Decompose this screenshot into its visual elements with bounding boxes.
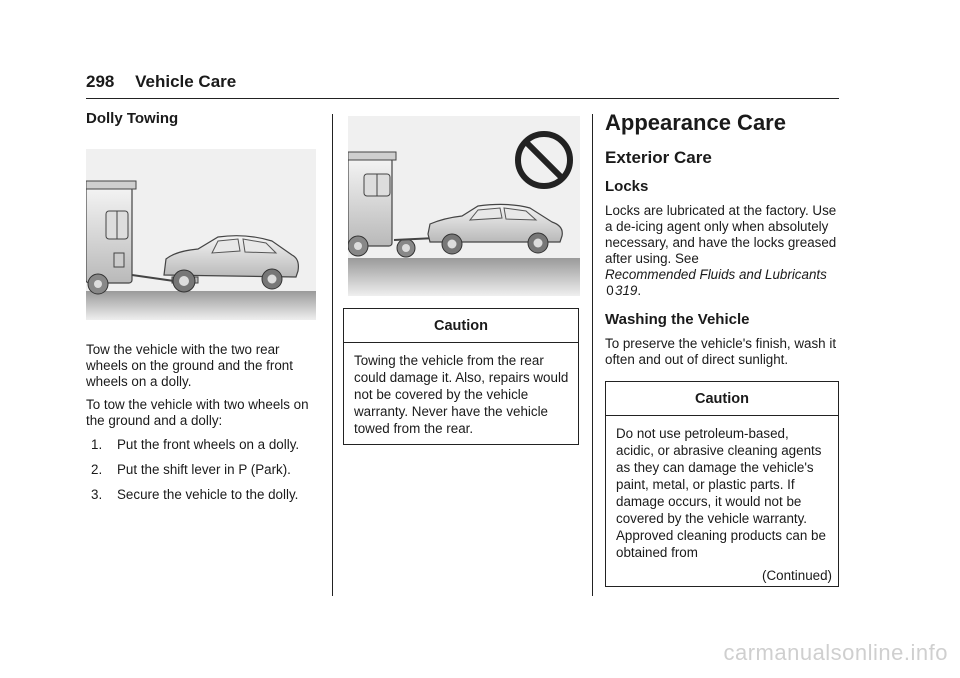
page-number: 298 (86, 72, 115, 91)
exterior-care-heading: Exterior Care (605, 148, 712, 167)
caution-title: Caution (344, 309, 578, 343)
rear-towing-caution-box (343, 308, 579, 445)
list-item: 2. Put the shift lever in P (Park). (91, 462, 291, 477)
section-title: Vehicle Care (135, 72, 237, 91)
continued-label: (Continued) (762, 568, 832, 583)
column-appearance-care (605, 110, 839, 587)
dolly-towing-illustration (86, 149, 316, 320)
header-rule (86, 98, 839, 99)
locks-heading: Locks (605, 178, 649, 195)
rear-towing-prohibited-illustration (348, 116, 580, 296)
watermark: carmanualsonline.info (723, 640, 948, 665)
page-header (86, 72, 236, 92)
page-ref-number[interactable]: 319 (615, 283, 638, 298)
recommended-fluids-link[interactable]: Recommended Fluids and Lubricants (605, 267, 827, 282)
washing-heading: Washing the Vehicle (605, 311, 750, 328)
locks-text: Locks are lubricated at the factory. Use a de-icing agent only when absolutely necessary, and have the locks greased after using. See Recommended Fluids and Lubricants 0319. (605, 203, 837, 298)
washing-caution-box (605, 381, 839, 587)
dolly-towing-heading: Dolly Towing (86, 110, 179, 127)
washing-text: To preserve the vehicle's finish, wash it often and out of direct sunlight. (605, 336, 837, 367)
column-divider-1 (332, 114, 333, 596)
column-rear-towing (343, 110, 579, 445)
list-item: 1. Put the front wheels on a dolly. (91, 437, 300, 452)
appearance-care-title: Appearance Care (605, 110, 786, 135)
dolly-intro-text: Tow the vehicle with the two rear wheels on the ground and the front wheels on a dolly. (86, 342, 293, 389)
caution-text: Do not use petroleum-based, acidic, or abrasive cleaning agents as they can damage the vehicle's paint, metal, or plastic parts. If damage occurs, it would not be covered by the vehicle warranty. Approved cleaning products can be obtained from (616, 426, 826, 560)
dolly-steps-list (86, 437, 322, 503)
caution-title: Caution (606, 382, 838, 416)
dolly-lead-text: To tow the vehicle with two wheels on the ground and a dolly: (86, 397, 309, 428)
page-reference-icon: 0 (606, 283, 614, 298)
column-divider-2 (592, 114, 593, 596)
column-dolly-towing (86, 110, 322, 512)
caution-text: Towing the vehicle from the rear could damage it. Also, repairs would not be covered by the vehicle warranty. Never have the vehicle towed from the rear. (354, 353, 569, 436)
list-item: 3. Secure the vehicle to the dolly. (91, 487, 299, 502)
